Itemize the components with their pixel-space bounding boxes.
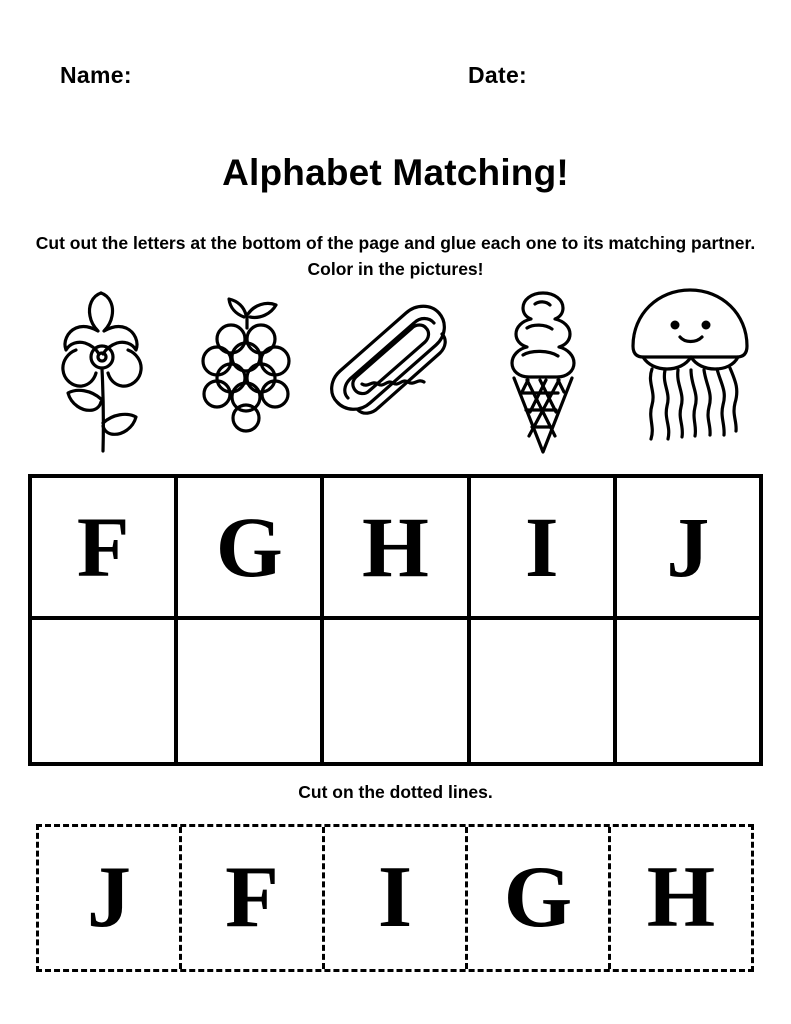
page-title: Alphabet Matching! xyxy=(222,152,569,193)
instruction-line-1: Cut out the letters at the bottom of the page and glue each one to its matching partner. xyxy=(35,233,756,253)
date-label: Date: xyxy=(468,62,528,88)
grid-cell-answer-blank[interactable] xyxy=(617,620,759,762)
flower-icon xyxy=(37,281,167,466)
grid-cell-letter: G xyxy=(178,478,324,616)
instruction-line-2: Color in the pictures! xyxy=(307,259,484,279)
cut-instruction: Cut on the dotted lines. xyxy=(298,782,493,802)
grid-cell-letter: H xyxy=(324,478,470,616)
hotdog-icon xyxy=(321,298,471,448)
picture-strip xyxy=(28,278,763,468)
grid-cell-answer-blank[interactable] xyxy=(471,620,617,762)
grid-cell-letter: F xyxy=(32,478,178,616)
grid-row-answers xyxy=(32,620,759,762)
name-label: Name: xyxy=(60,62,132,88)
picture-cell-jellyfish xyxy=(616,278,763,468)
grid-cell-answer-blank[interactable] xyxy=(178,620,324,762)
grapes-icon xyxy=(184,281,314,466)
grid-cell-letter: J xyxy=(666,499,710,595)
matching-grid xyxy=(28,474,763,766)
cutout-letter[interactable]: F xyxy=(182,827,325,969)
picture-cell-grapes xyxy=(175,278,322,468)
picture-cell-ice-cream xyxy=(469,278,616,468)
cutout-strip xyxy=(36,824,754,972)
picture-cell-flower xyxy=(28,278,175,468)
instructions xyxy=(0,231,791,281)
picture-cell-hotdog xyxy=(322,278,469,468)
cutout-letter[interactable]: G xyxy=(468,827,611,969)
header-row xyxy=(0,62,791,96)
cutout-letter[interactable]: J xyxy=(39,827,182,969)
grid-cell-answer-blank[interactable] xyxy=(32,620,178,762)
ice-cream-cone-icon xyxy=(483,281,603,466)
grid-row-letters xyxy=(32,478,759,620)
grid-cell-answer-blank[interactable] xyxy=(324,620,470,762)
cutout-letter[interactable]: I xyxy=(325,827,468,969)
cutout-letter[interactable]: H xyxy=(646,849,716,946)
grid-cell-letter: I xyxy=(471,478,617,616)
jellyfish-icon xyxy=(620,278,760,468)
